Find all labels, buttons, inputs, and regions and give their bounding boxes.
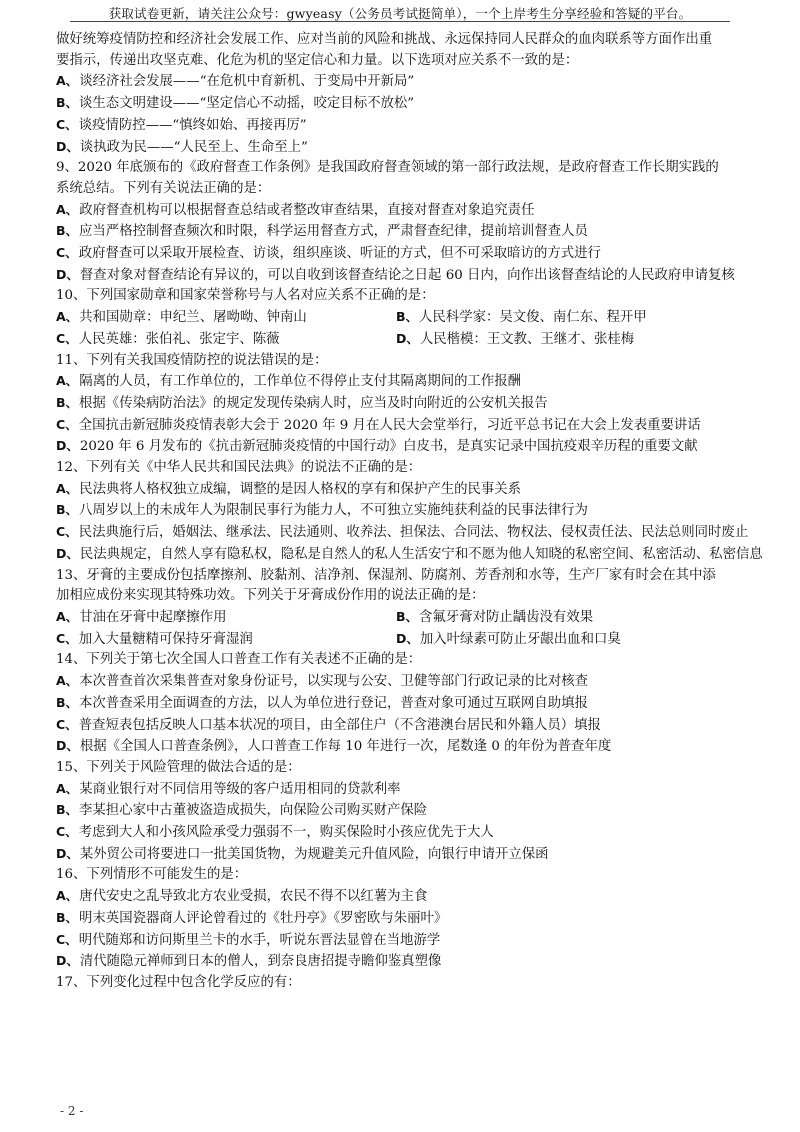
q13-option-d	[396, 629, 764, 651]
option-label: C、	[56, 931, 78, 947]
option-label: C、	[56, 116, 78, 132]
q9-stem-line: 系统总结。下列有关说法正确的是：	[56, 180, 271, 196]
option-label: D、	[56, 438, 79, 454]
q16-option-a	[56, 886, 764, 908]
option-text: 民法典将人格权独立成编，调整的是因人格权的享有和保护产生的民事关系	[79, 481, 522, 497]
option-label: A、	[56, 373, 79, 389]
option-text: 政府督查机构可以根据督查总结或者整改审查结果，直接对督查对象追究责任	[79, 202, 535, 218]
option-text: 某外贸公司将要进口一批美国货物，为规避美元升值风险，向银行申请开立保函	[79, 846, 549, 862]
q12-option-c	[56, 522, 764, 544]
option-text: 加入叶绿素可防止牙龈出血和口臭	[419, 631, 621, 647]
q13-option-a	[56, 607, 396, 629]
option-text: 甘油在牙膏中起摩擦作用	[79, 609, 227, 625]
q16-option-b	[56, 908, 764, 930]
option-text: 八周岁以上的未成年人为限制民事行为能力人，不可独立实施纯获利益的民事法律行为	[79, 503, 588, 519]
q13-option-c	[56, 629, 396, 651]
q13-option-b	[396, 607, 764, 629]
q13-stem-line: 加相应成份来实现其特殊功效。下列关于牙膏成份作用的说法正确的是：	[56, 588, 485, 604]
option-label: A、	[56, 608, 79, 624]
q9-stem-line: 9、2020 年底颁布的《政府督查工作条例》是我国政府督查领域的第一部行政法规，是政府督查工作长期实践的	[56, 160, 719, 176]
q16-option-c	[56, 930, 764, 952]
q11-option-c	[56, 415, 764, 437]
q14-option-d	[56, 736, 764, 758]
q14-stem: 14、下列关于第七次全国人口普查工作有关表述不正确的是：	[56, 652, 422, 668]
option-text: 谈生态文明建设——“坚定信心不动摇，咬定目标不放松”	[79, 96, 415, 112]
q10-options-row	[56, 329, 764, 351]
q10-option-b	[396, 307, 764, 329]
option-label: A、	[56, 673, 79, 689]
option-label: C、	[56, 524, 78, 540]
q16-stem: 16、下列情形不可能发生的是：	[56, 867, 248, 883]
option-text: 全国抗击新冠肺炎疫情表彰大会于 2020 年 9 月在人民大会堂举行，习近平总书记在大会上发表重要讲话	[78, 417, 701, 433]
q9-option-d	[56, 265, 764, 287]
option-label: B、	[56, 694, 79, 710]
q16-option-d	[56, 951, 764, 973]
option-text: 加入大量糖精可保持牙膏湿润	[78, 631, 253, 647]
q8-option-b	[56, 93, 764, 115]
q14-option-b	[56, 693, 764, 715]
q15-option-b	[56, 800, 764, 822]
q15-option-a	[56, 779, 764, 801]
option-text: 本次普查采用全面调查的方法，以人为单位进行登记，普查对象可通过互联网自助填报	[79, 695, 588, 711]
option-text: 民法典施行后，婚姻法、继承法、民法通则、收养法、担保法、合同法、物权法、侵权责任法、民法总则同时废止	[78, 525, 749, 541]
q12-option-d	[56, 544, 764, 566]
q9-option-b	[56, 221, 764, 243]
q10-option-a	[56, 307, 396, 329]
option-text: 本次普查首次采集普查对象身份证号，以实现与公安、卫健等部门行政记录的比对核查	[79, 674, 589, 690]
q11-option-d	[56, 436, 764, 458]
option-text: 明末英国瓷器商人评论曾看过的《牡丹亭》《罗密欧与朱丽叶》	[79, 910, 448, 926]
option-text: 人民科学家：吴文俊、南仁东、程开甲	[419, 310, 647, 326]
option-text: 谈经济社会发展——“在危机中育新机、于变局中开新局”	[79, 74, 415, 90]
q14-option-a	[56, 671, 764, 693]
q8-option-c	[56, 115, 764, 137]
option-text: 明代随郑和访问斯里兰卡的水手，听说东晋法显曾在当地游学	[78, 932, 441, 948]
option-label: B、	[56, 95, 79, 111]
option-label: B、	[56, 223, 79, 239]
q13-options-row	[56, 629, 764, 651]
option-label: C、	[56, 716, 78, 732]
option-text: 唐代安史之乱导致北方农业受损，农民不得不以红薯为主食	[79, 889, 428, 905]
option-label: B、	[56, 802, 79, 818]
option-label: A、	[56, 201, 79, 217]
q8-stem-line: 要指示，传递出攻坚克难、化危为机的坚定信心和力量。以下选项对应关系不一致的是：	[56, 52, 579, 68]
option-text: 李某担心家中古董被盗造成损失，向保险公司购买财产保险	[79, 803, 428, 819]
q17-stem: 17、下列变化过程中包含化学反应的有：	[56, 974, 301, 990]
q12-stem: 12、下列有关《中华人民共和国民法典》的说法不正确的是：	[56, 460, 422, 476]
page-header: 获取试卷更新，请关注公众号：gwyeasy（公务员考试挺简单），一个上岸考生分享经验和答疑的平台。	[108, 6, 692, 21]
option-label: A、	[56, 309, 79, 325]
option-label: D、	[56, 138, 79, 154]
q13-stem-line: 13、牙膏的主要成份包括摩擦剂、胶黏剂、洁净剂、保湿剂、防腐剂、芳香剂和水等，生产厂家有时会在其中添	[56, 567, 716, 583]
q10-options-row	[56, 307, 764, 329]
q12-option-a	[56, 479, 764, 501]
q15-option-d	[56, 844, 764, 866]
q9-option-c	[56, 243, 764, 265]
option-text: 清代随隐元禅师到日本的僧人，到奈良唐招提寺瞻仰鉴真塑像	[79, 954, 442, 970]
option-label: B、	[56, 909, 79, 925]
option-label: B、	[56, 394, 79, 410]
option-label: D、	[56, 953, 79, 969]
page-number: - 2 -	[60, 1104, 84, 1118]
q11-option-b	[56, 393, 764, 415]
q11-option-a	[56, 371, 764, 393]
option-text: 督查对象对督查结论有异议的，可以自收到该督查结论之日起 60 日内，向作出该督查结论的人民政府申请复核	[79, 267, 735, 283]
option-text: 人民英雄：张伯礼、张定宇、陈薇	[78, 331, 280, 347]
q8-stem-line: 做好统筹疫情防控和经济社会发展工作、应对当前的风险和挑战、永远保持同人民群众的血肉联系等方面作出重	[56, 32, 713, 47]
option-label: C、	[56, 630, 78, 646]
q14-option-c	[56, 715, 764, 737]
option-label: A、	[56, 780, 79, 796]
option-label: B、	[56, 502, 79, 518]
q15-option-c	[56, 822, 764, 844]
option-label: D、	[396, 630, 419, 646]
option-text: 根据《传染病防治法》的规定发现传染病人时，应当及时向附近的公安机关报告	[79, 395, 548, 411]
option-text: 2020 年 6 月发布的《抗击新冠肺炎疫情的中国行动》白皮书，是真实记录中国抗疫艰辛历程的重要文献	[79, 439, 698, 455]
option-label: D、	[56, 266, 79, 282]
option-label: D、	[56, 545, 79, 561]
header-divider	[70, 21, 730, 22]
option-label: A、	[56, 73, 79, 89]
option-label: A、	[56, 888, 79, 904]
option-text: 谈疫情防控——“慎终如始、再接再厉”	[78, 117, 307, 133]
option-label: C、	[56, 330, 78, 346]
q10-option-c	[56, 329, 396, 351]
option-label: D、	[396, 330, 419, 346]
option-label: C、	[56, 416, 78, 432]
option-text: 含氟牙膏对防止龋齿没有效果	[419, 609, 594, 625]
option-text: 共和国勋章：申纪兰、屠呦呦、钟南山	[79, 310, 307, 326]
option-text: 应当严格控制督查频次和时限，科学运用督查方式，严肃督查纪律，提前培训督查人员	[79, 224, 588, 240]
q12-option-b	[56, 500, 764, 522]
option-label: C、	[56, 824, 78, 840]
option-text: 普查短表包括反映人口基本状况的项目，由全部住户（不含港澳台居民和外籍人员）填报	[78, 717, 601, 733]
option-text: 谈执政为民——“人民至上、生命至上”	[79, 139, 308, 155]
q8-option-a	[56, 71, 764, 93]
option-text: 隔离的人员，有工作单位的，工作单位不得停止支付其隔离期间的工作报酬	[79, 374, 522, 390]
option-text: 根据《全国人口普查条例》，人口普查工作每 10 年进行一次，尾数逢 0 的年份为普查年度	[79, 739, 612, 755]
q13-options-row	[56, 607, 764, 629]
q9-option-a	[56, 200, 764, 222]
option-label: B、	[396, 309, 419, 325]
option-text: 民法典规定，自然人享有隐私权，隐私是自然人的私人生活安宁和不愿为他人知晓的私密空间、私密活动、私密信息	[79, 546, 763, 562]
question-content	[56, 30, 764, 994]
q15-stem: 15、下列关于风险管理的做法合适的是：	[56, 759, 301, 775]
option-text: 某商业银行对不同信用等级的客户适用相同的贷款利率	[79, 781, 401, 797]
option-label: D、	[56, 845, 79, 861]
option-text: 考虑到大人和小孩风险承受力强弱不一，购买保险时小孩应优先于大人	[78, 825, 494, 841]
option-text: 政府督查可以采取开展检查、访谈，组织座谈、听证的方式，但不可采取暗访的方式进行	[78, 246, 601, 262]
q10-stem: 10、下列国家勋章和国家荣誉称号与人名对应关系不正确的是：	[56, 288, 435, 304]
q8-option-d	[56, 137, 764, 159]
q11-stem: 11、下列有关我国疫情防控的说法错误的是：	[56, 352, 328, 368]
option-label: B、	[396, 608, 419, 624]
option-label: D、	[56, 738, 79, 754]
option-text: 人民楷模：王文教、王继才、张桂梅	[419, 331, 635, 347]
q10-option-d	[396, 329, 764, 351]
option-label: A、	[56, 480, 79, 496]
option-label: C、	[56, 245, 78, 261]
